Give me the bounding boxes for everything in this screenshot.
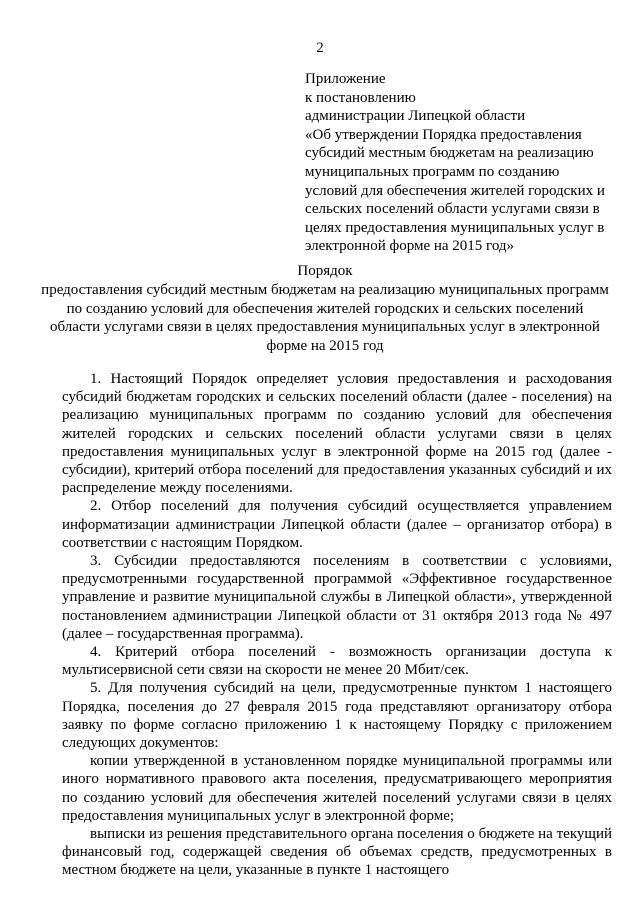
document-title: Порядок: [297, 263, 353, 279]
appendix-line: муниципальных программ по созданию: [305, 163, 560, 180]
paragraph: 1. Настоящий Порядок определяет условия предоставления и расходования субсидий бюджетам городских и сельских поселений области (далее - поселения) на реализацию муниципальных программ по созданию условий для обеспечения жителей городских и сельских поселений области услугами связи в целях предоставления муниципальных услуг в электронной форме на 2015 год (далее - субсидии), критерий отбора поселений для предоставления указанных субсидий и их распределение между поселениями.: [62, 371, 612, 497]
appendix-line: Приложение: [305, 71, 386, 87]
appendix-line: сельских поселений области услугами связи в: [305, 201, 600, 218]
paragraph: копии утвержденной в установленном порядке муниципальной программы или иного нормативного правового акта поселения, предусматривающего мероприятия по созданию условий для обеспечения жителей поселений услугами связи в целях предоставления муниципальных услуг в электронной форме;: [62, 753, 612, 824]
paragraph: 4. Критерий отбора поселений - возможность организации доступа к мультисервисной сети связи на скорости не менее 20 Мбит/сек.: [62, 644, 612, 679]
document-body: [62, 370, 612, 880]
page-number: 2: [316, 40, 324, 56]
appendix-line: условий для обеспечения жителей городских и: [305, 182, 605, 199]
document-heading: [40, 262, 610, 355]
paragraph: 2. Отбор поселений для получения субсидий осуществляется управлением информатизации администрации Липецкой области (далее – организатор отбора) в соответствии с настоящим Порядком.: [62, 498, 612, 551]
document-subtitle: предоставления субсидий местным бюджетам на реализацию муниципальных программ по созданию условий для обеспечения жителей городских и сельских поселений области услугами связи в целях предоставления муниципальных услуг в электронной форме на 2015 год: [41, 282, 609, 354]
appendix-line: субсидий местным бюджетам на реализацию: [305, 145, 594, 162]
appendix-line: «Об утверждении Порядка предоставления: [305, 126, 582, 143]
paragraph: выписки из решения представительного органа поселения о бюджете на текущий финансовый год, содержащей сведения об объемах средств, предусмотренных в местном бюджете на цели, указанные в пункте 1 настоящего: [62, 826, 612, 879]
appendix-header: [305, 70, 615, 256]
appendix-line: электронной форме на 2015 год»: [305, 238, 515, 255]
appendix-line: к постановлению: [305, 89, 416, 106]
paragraph: 5. Для получения субсидий на цели, предусмотренные пунктом 1 настоящего Порядка, поселения до 27 февраля 2015 года представляют организатору отбора заявку по форме согласно приложению 1 к настоящему Порядку с приложением следующих документов:: [62, 680, 612, 752]
appendix-line: целях предоставления муниципальных услуг в: [305, 219, 605, 236]
paragraph: 3. Субсидии предоставляются поселениям в соответствии с условиями, предусмотренными государственной программой «Эффективное государственное управление и развитие муниципальной службы в Липецкой области», утвержденной постановлением администрации Липецкой области от 31 октября 2013 года № 497 (далее – государственная программа).: [62, 553, 612, 642]
appendix-line: администрации Липецкой области: [305, 108, 526, 125]
